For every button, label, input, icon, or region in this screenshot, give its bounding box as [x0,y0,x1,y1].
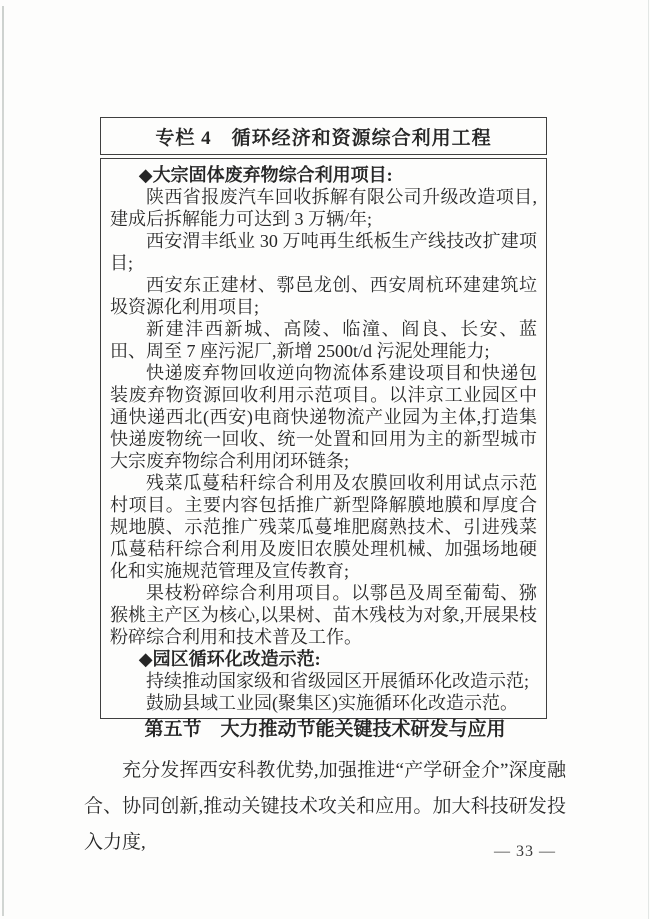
body-paragraph: 充分发挥西安科教优势,加强推进“产学研金介”深度融合、协同创新,推动关键技术攻关和应用。加大科技研发投入力度, [84,760,566,853]
page-number: — 33 — [494,843,556,860]
panel-bullet-heading: ◆园区循环化改造示范: [138,649,321,669]
scan-page-edge-left [2,6,4,916]
section-heading: 第五节 大力推动节能关键技术研发与应用 [144,719,506,740]
panel-paragraph: 西安东正建材、鄠邑龙创、西安周杭环建建筑垃圾资源化利用项目; [110,275,537,317]
panel-paragraph: 残菜瓜蔓秸秆综合利用及农膜回收利用试点示范村项目。主要内容包括推广新型降解膜地膜和厚度合规地膜、示范推广残菜瓜蔓堆肥腐熟技术、引进残菜瓜蔓秸秆综合利用及废旧农膜处理机械、加强场地硬化和实施规范管理及宣传教育; [110,473,537,581]
panel-paragraph: 快递废弃物回收逆向物流体系建设项目和快递包装废弃物资源回收利用示范项目。以沣京工业园区中通快递西北(西安)电商快递物流产业园为主体,打造集快递废物统一回收、统一处置和回用为主的新型城市大宗废弃物综合利用闭环链条; [110,363,537,471]
panel-paragraph: 新建沣西新城、高陵、临潼、阎良、长安、蓝田、周至 7 座污泥厂,新增 2500t/d 污泥处理能力; [110,319,537,361]
panel-paragraph: 果枝粉碎综合利用项目。以鄠邑及周至葡萄、猕猴桃主产区为核心,以果树、苗木残枝为对象,开展果枝粉碎综合利用和技术普及工作。 [110,583,537,647]
panel-paragraph: 鼓励县域工业园(聚集区)实施循环化改造示范。 [146,693,518,713]
panel-bullet-heading: ◆大宗固体废弃物综合利用项目: [138,165,393,185]
column4-panel [100,117,547,719]
panel-paragraph: 陕西省报废汽车回收拆解有限公司升级改造项目,建成后拆解能力可达到 3 万辆/年; [110,187,537,229]
panel-paragraph: 持续推动国家级和省级园区开展循环化改造示范; [146,671,529,691]
column4-panel-title: 专栏 4 循环经济和资源综合利用工程 [100,117,547,155]
column4-panel-body [100,158,547,719]
panel-paragraph: 西安渭丰纸业 30 万吨再生纸板生产线技改扩建项目; [110,231,537,273]
scan-page-edge-right [648,0,649,919]
